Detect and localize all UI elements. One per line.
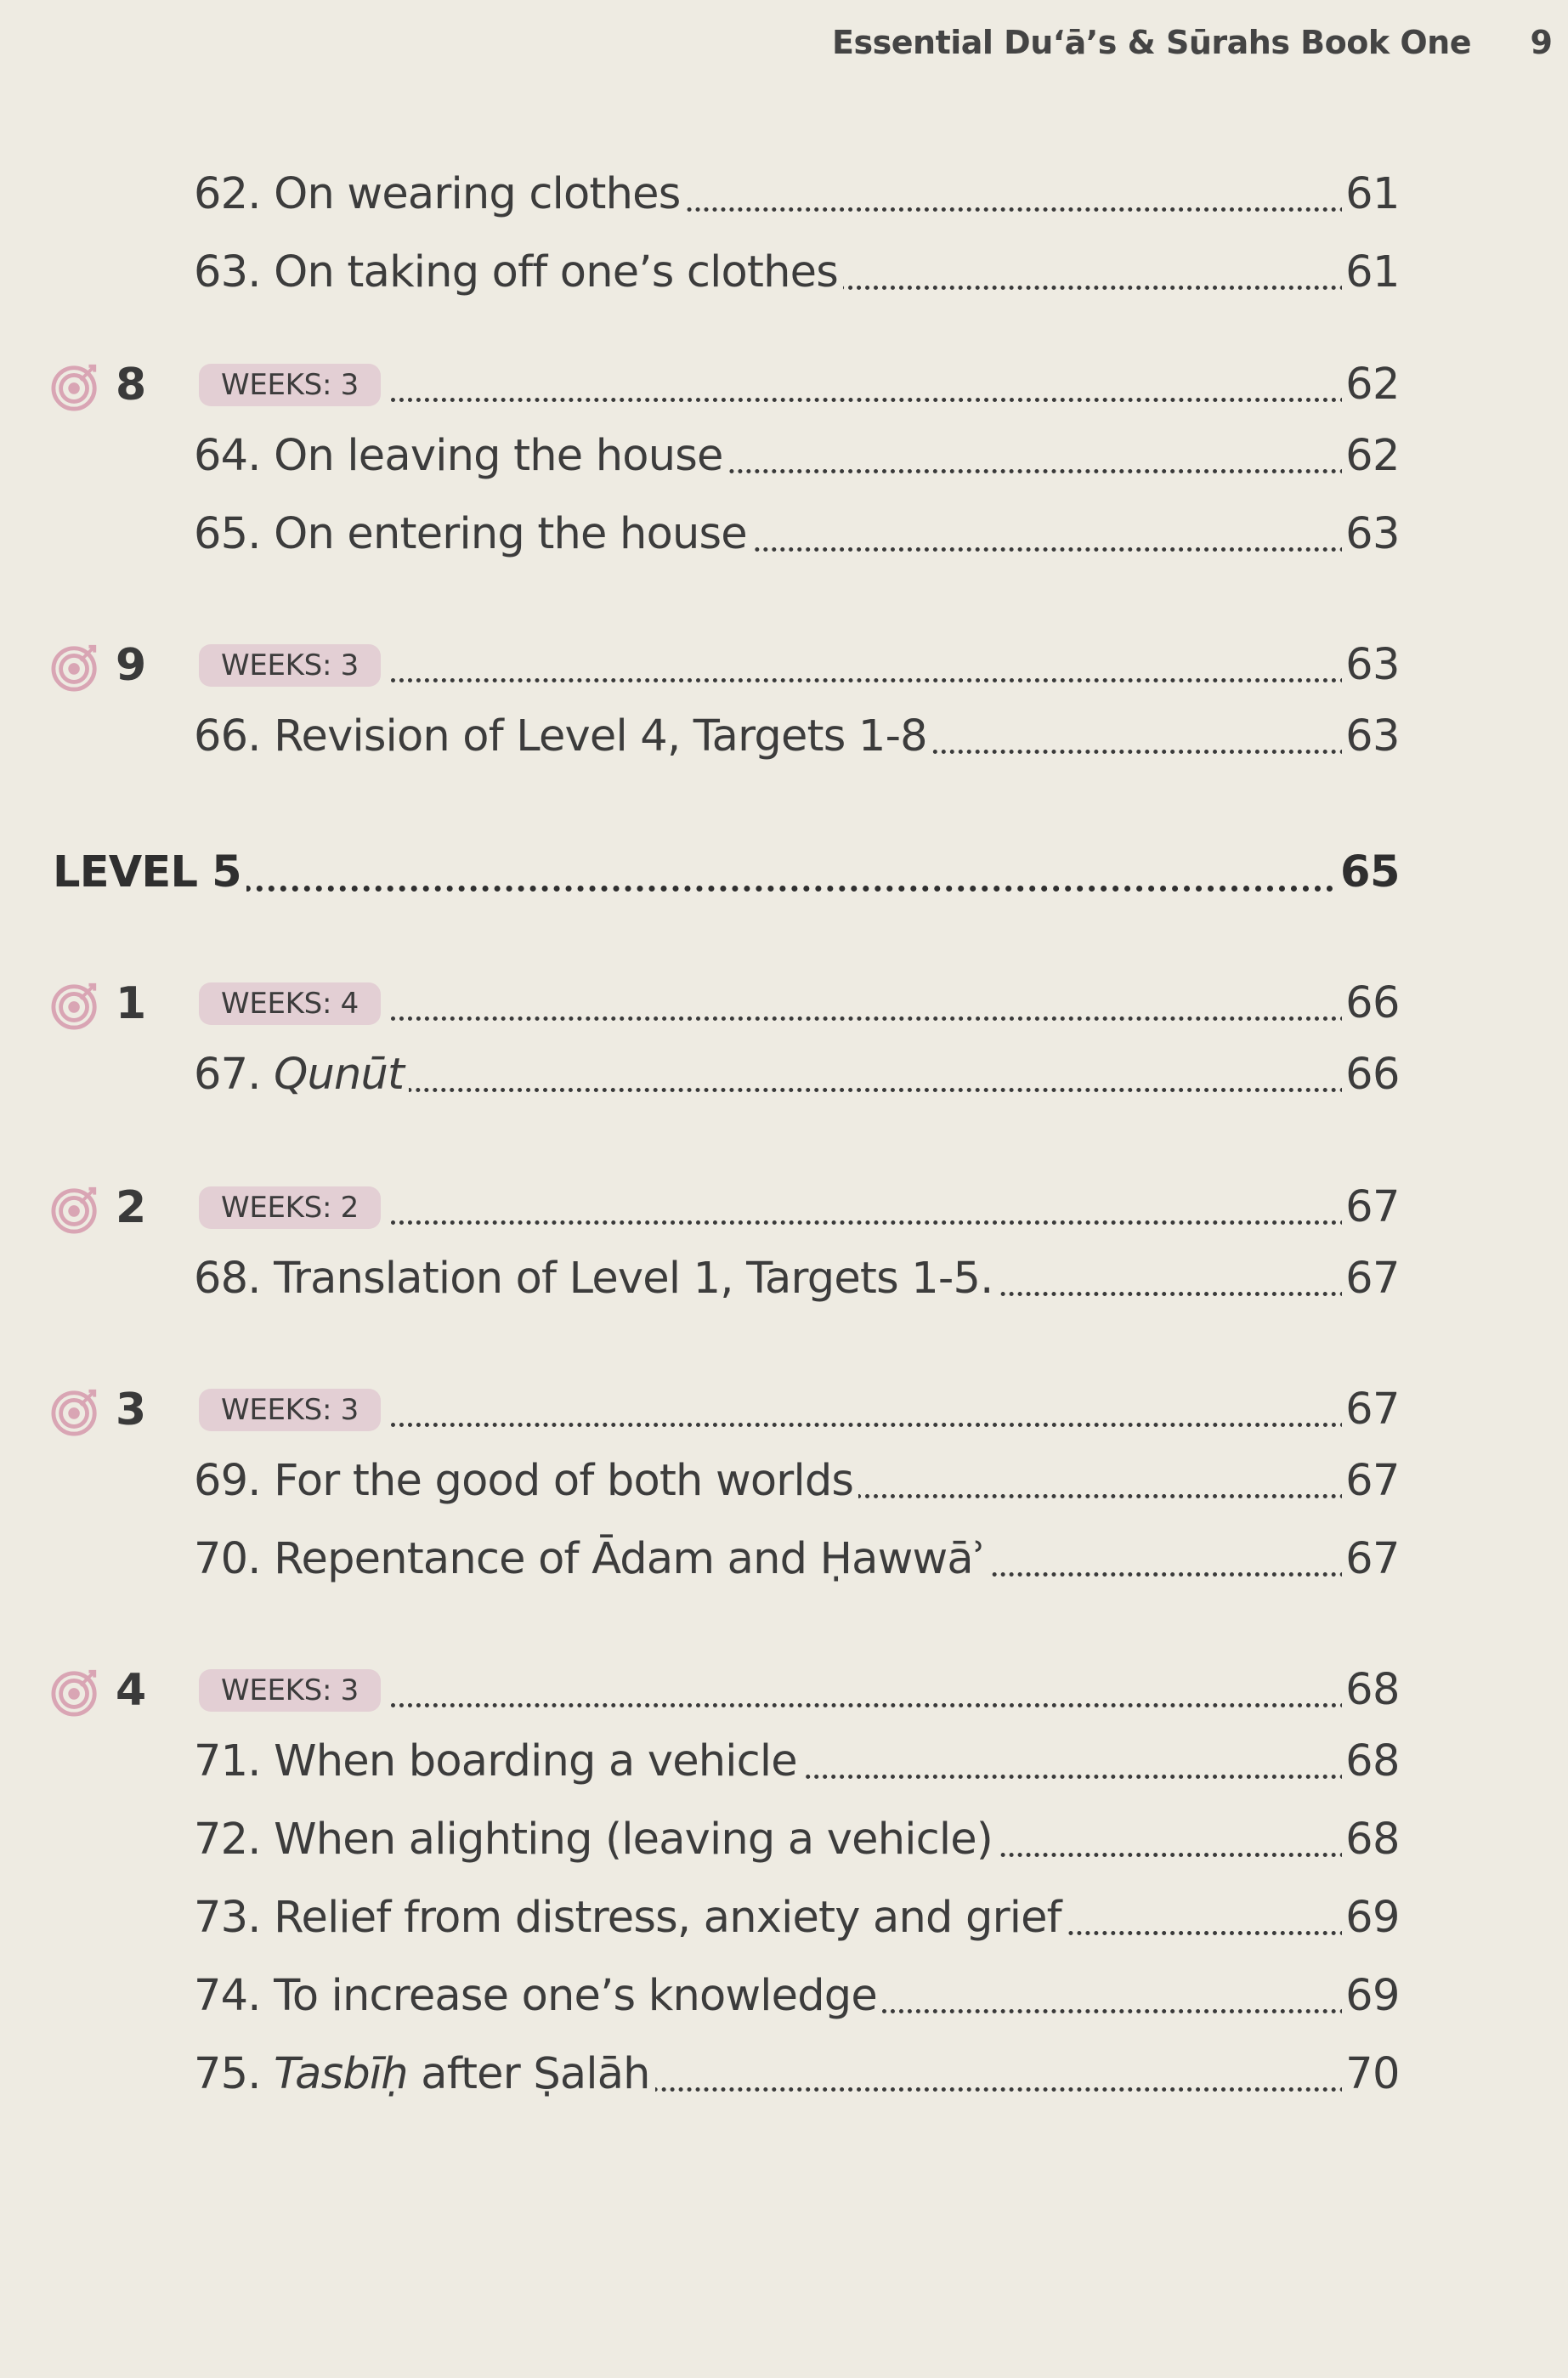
entry-label: 62. On wearing clothes — [194, 165, 685, 224]
entry-page: 68 — [1342, 1732, 1400, 1792]
entry-page: 61 — [1342, 165, 1400, 224]
page-number: 9 — [1530, 24, 1553, 61]
dot-leader — [54, 877, 1345, 892]
toc-entry[interactable] — [0, 243, 1568, 303]
target-icon — [51, 1185, 100, 1234]
toc-entry[interactable] — [0, 165, 1568, 224]
weeks-badge: WEEKS: 3 — [199, 644, 381, 687]
entry-page: 63 — [1342, 707, 1400, 767]
toc-entry[interactable] — [0, 1249, 1568, 1309]
entry-page: 70 — [1342, 2045, 1400, 2104]
target-number: 8 — [116, 360, 147, 410]
entry-label: 65. On entering the house — [194, 505, 752, 564]
target-page: 67 — [1342, 1178, 1400, 1237]
target-page: 68 — [1342, 1661, 1400, 1720]
level-page: 65 — [1337, 843, 1400, 903]
book-title: Essential Du‘ā’s & Sūrahs Book One — [832, 24, 1471, 61]
entry-label: 68. Translation of Level 1, Targets 1-5. — [194, 1249, 999, 1309]
entry-page: 67 — [1342, 1452, 1400, 1511]
entry-page: 69 — [1342, 1967, 1400, 2026]
entry-page: 62 — [1342, 427, 1400, 486]
entry-label: 73. Relief from distress, anxiety and grief — [194, 1888, 1067, 1948]
entry-label: 74. To increase one’s knowledge — [194, 1967, 882, 2026]
toc-target[interactable] — [0, 974, 1568, 1033]
dot-leader — [391, 670, 1345, 682]
entry-label: 66. Revision of Level 4, Targets 1-8 — [194, 707, 932, 767]
toc-target[interactable] — [0, 355, 1568, 415]
weeks-badge: WEEKS: 3 — [199, 1389, 381, 1431]
target-icon — [51, 1667, 100, 1717]
toc-entry[interactable] — [0, 2045, 1568, 2104]
entry-label: 64. On leaving the house — [194, 427, 728, 486]
toc-entry[interactable] — [0, 1967, 1568, 2026]
target-icon — [51, 643, 100, 692]
toc-entry[interactable] — [0, 1045, 1568, 1105]
toc-entry[interactable] — [0, 427, 1568, 486]
running-header — [0, 24, 1568, 75]
toc-target[interactable] — [0, 636, 1568, 695]
toc-entry[interactable] — [0, 1888, 1568, 1948]
entry-label: 75. Tasbīḥ after Ṣalāh — [194, 2045, 655, 2104]
dot-leader — [391, 1414, 1345, 1427]
target-number: 4 — [116, 1665, 147, 1716]
target-page: 62 — [1342, 355, 1400, 415]
dot-leader — [391, 1008, 1345, 1021]
entry-label: 71. When boarding a vehicle — [194, 1732, 802, 1792]
target-icon — [51, 981, 100, 1030]
entry-page: 68 — [1342, 1810, 1400, 1870]
target-number: 1 — [116, 978, 147, 1029]
toc-entry[interactable] — [0, 1810, 1568, 1870]
entry-page: 63 — [1342, 505, 1400, 564]
entry-label: 63. On taking off one’s clothes — [194, 243, 843, 303]
entry-label: 67. Qunūt — [194, 1045, 409, 1105]
entry-page: 67 — [1342, 1530, 1400, 1589]
toc-entry[interactable] — [0, 1530, 1568, 1589]
entry-label: 72. When alighting (leaving a vehicle) — [194, 1810, 998, 1870]
target-icon — [51, 1387, 100, 1436]
toc-target[interactable] — [0, 1380, 1568, 1440]
toc-target[interactable] — [0, 1661, 1568, 1720]
level-label: LEVEL 5 — [53, 843, 246, 903]
weeks-badge: WEEKS: 4 — [199, 982, 381, 1025]
target-number: 3 — [116, 1384, 147, 1435]
toc-entry[interactable] — [0, 1452, 1568, 1511]
entry-page: 66 — [1342, 1045, 1400, 1105]
entry-label: 69. For the good of both worlds — [194, 1452, 858, 1511]
entry-page: 67 — [1342, 1249, 1400, 1309]
toc-target[interactable] — [0, 1178, 1568, 1237]
entry-page: 69 — [1342, 1888, 1400, 1948]
dot-leader — [391, 1212, 1345, 1225]
toc-entry[interactable] — [0, 1732, 1568, 1792]
target-page: 63 — [1342, 636, 1400, 695]
target-icon — [51, 362, 100, 411]
toc-level-heading[interactable] — [0, 843, 1568, 903]
target-number: 2 — [116, 1182, 147, 1233]
entry-page: 61 — [1342, 243, 1400, 303]
dot-leader — [391, 1695, 1345, 1707]
toc-entry[interactable] — [0, 505, 1568, 564]
weeks-badge: WEEKS: 3 — [199, 1669, 381, 1712]
target-page: 67 — [1342, 1380, 1400, 1440]
target-number: 9 — [116, 640, 147, 691]
entry-label: 70. Repentance of Ādam and Ḥawwāʾ — [194, 1530, 991, 1589]
dot-leader — [391, 389, 1345, 402]
target-page: 66 — [1342, 974, 1400, 1033]
weeks-badge: WEEKS: 3 — [199, 364, 381, 406]
toc-entry[interactable] — [0, 707, 1568, 767]
weeks-badge: WEEKS: 2 — [199, 1186, 381, 1229]
